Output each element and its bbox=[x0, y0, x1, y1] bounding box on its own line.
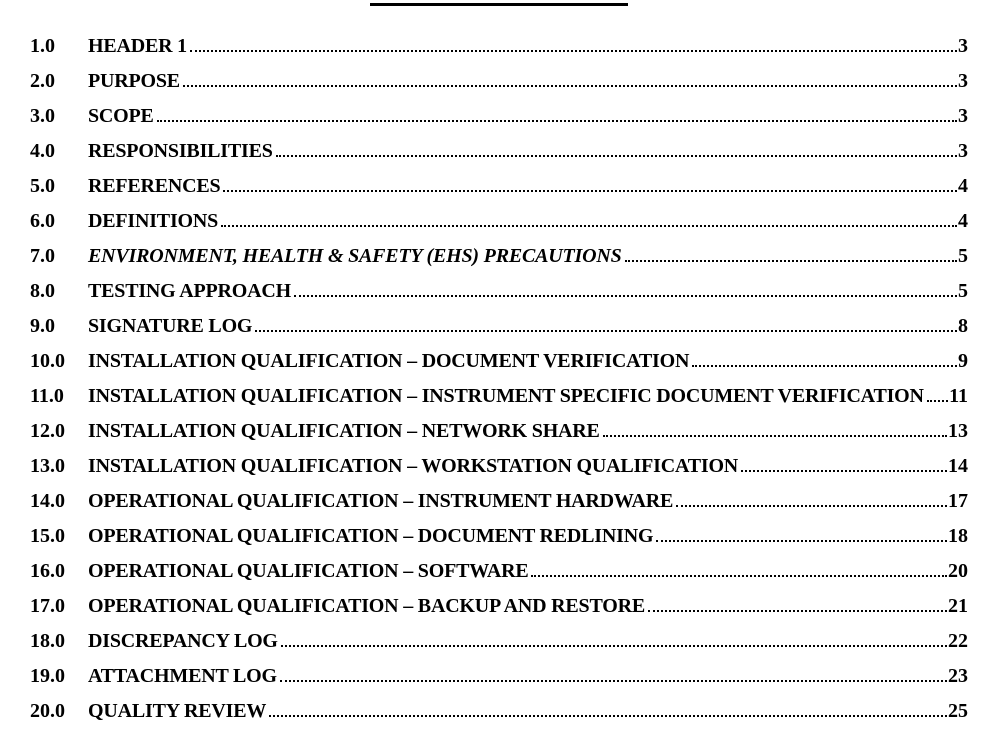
toc-entry[interactable] bbox=[30, 336, 968, 371]
toc-entry-page: 3 bbox=[958, 140, 968, 162]
toc-entry-number: 18.0 bbox=[30, 630, 65, 652]
toc-entry-page: 3 bbox=[958, 35, 968, 57]
toc-entry[interactable] bbox=[30, 56, 968, 91]
toc-entry-number: 12.0 bbox=[30, 420, 65, 442]
toc-entry[interactable] bbox=[30, 231, 968, 266]
dot-leader bbox=[221, 225, 957, 227]
toc-entry[interactable] bbox=[30, 21, 968, 56]
toc-entry-title: PURPOSE bbox=[88, 70, 180, 92]
toc-entry-title: QUALITY REVIEW bbox=[88, 700, 267, 722]
toc-entry-title: INSTALLATION QUALIFICATION – INSTRUMENT SPECIFIC DOCUMENT VERIFICATION bbox=[88, 385, 924, 407]
toc-entry-page: 3 bbox=[958, 70, 968, 92]
toc-entry-number: 17.0 bbox=[30, 595, 65, 617]
toc-entry-number: 15.0 bbox=[30, 525, 65, 547]
toc-entry-page: 5 bbox=[958, 245, 968, 267]
dot-leader bbox=[294, 295, 957, 297]
dot-leader bbox=[927, 400, 948, 402]
dot-leader bbox=[531, 575, 947, 577]
toc-entry-page: 20 bbox=[948, 560, 968, 582]
toc-entry-page: 4 bbox=[958, 175, 968, 197]
toc-entry-number: 8.0 bbox=[30, 280, 55, 302]
toc-entry-title: INSTALLATION QUALIFICATION – DOCUMENT VERIFICATION bbox=[88, 350, 690, 372]
toc-entry-number: 13.0 bbox=[30, 455, 65, 477]
toc-entry-number: 1.0 bbox=[30, 35, 55, 57]
dot-leader bbox=[656, 540, 947, 542]
toc-entry[interactable] bbox=[30, 371, 968, 406]
toc-entry-page: 21 bbox=[948, 595, 968, 617]
toc-entry-title: TESTING APPROACH bbox=[88, 280, 291, 302]
toc-entry-page: 5 bbox=[958, 280, 968, 302]
toc-entry[interactable] bbox=[30, 91, 968, 126]
toc-entry[interactable] bbox=[30, 441, 968, 476]
toc-entry-page: 3 bbox=[958, 105, 968, 127]
toc-entry[interactable] bbox=[30, 651, 968, 686]
toc-entry[interactable] bbox=[30, 546, 968, 581]
toc-entry-number: 14.0 bbox=[30, 490, 65, 512]
toc-entry-number: 5.0 bbox=[30, 175, 55, 197]
dot-leader bbox=[183, 85, 957, 87]
toc-entry-title: OPERATIONAL QUALIFICATION – BACKUP AND RESTORE bbox=[88, 595, 646, 617]
toc-entry-page: 22 bbox=[948, 630, 968, 652]
toc-entry-title: SCOPE bbox=[88, 105, 154, 127]
toc-entry-number: 19.0 bbox=[30, 665, 65, 687]
toc-entry-page: 14 bbox=[948, 455, 968, 477]
toc-entry-number: 9.0 bbox=[30, 315, 55, 337]
toc-entry-title: OPERATIONAL QUALIFICATION – SOFTWARE bbox=[88, 560, 529, 582]
dot-leader bbox=[648, 610, 947, 612]
dot-leader bbox=[280, 680, 947, 682]
toc-entry-number: 10.0 bbox=[30, 350, 65, 372]
toc-entry[interactable] bbox=[30, 161, 968, 196]
dot-leader bbox=[281, 645, 947, 647]
document-page bbox=[0, 3, 998, 735]
dot-leader bbox=[255, 330, 957, 332]
toc-entry-number: 16.0 bbox=[30, 560, 65, 582]
toc-entry[interactable] bbox=[30, 126, 968, 161]
toc-entry-number: 20.0 bbox=[30, 700, 65, 722]
dot-leader bbox=[269, 715, 947, 717]
toc-entry[interactable] bbox=[30, 301, 968, 336]
toc-entry-title: OPERATIONAL QUALIFICATION – INSTRUMENT HARDWARE bbox=[88, 490, 674, 512]
dot-leader bbox=[676, 505, 947, 507]
toc-entry-page: 18 bbox=[948, 525, 968, 547]
toc-entry-title: REFERENCES bbox=[88, 175, 221, 197]
dot-leader bbox=[741, 470, 947, 472]
toc-entry-title: SIGNATURE LOG bbox=[88, 315, 253, 337]
toc-entry-number: 11.0 bbox=[30, 385, 64, 407]
toc-entry-number: 7.0 bbox=[30, 245, 55, 267]
toc-entry-title: HEADER 1 bbox=[88, 35, 187, 57]
toc-entry-title: INSTALLATION QUALIFICATION – WORKSTATION QUALIFICATION bbox=[88, 455, 739, 477]
dot-leader bbox=[603, 435, 947, 437]
toc-entry-number: 2.0 bbox=[30, 70, 55, 92]
toc-entry-title: ENVIRONMENT, HEALTH & SAFETY (EHS) PRECAUTIONS bbox=[88, 245, 622, 267]
toc-entry-page: 25 bbox=[948, 700, 968, 722]
toc-entry-page: 13 bbox=[948, 420, 968, 442]
toc-entry-page: 11 bbox=[949, 385, 968, 407]
toc-entry-title: INSTALLATION QUALIFICATION – NETWORK SHARE bbox=[88, 420, 600, 442]
toc-entry-number: 4.0 bbox=[30, 140, 55, 162]
toc-entry[interactable] bbox=[30, 616, 968, 651]
toc-entry[interactable] bbox=[30, 511, 968, 546]
toc-entry-title: RESPONSIBILITIES bbox=[88, 140, 273, 162]
toc-entry-title: ATTACHMENT LOG bbox=[88, 665, 277, 687]
toc-entry-page: 9 bbox=[958, 350, 968, 372]
dot-leader bbox=[276, 155, 957, 157]
toc-entry-page: 8 bbox=[958, 315, 968, 337]
toc-entry-page: 17 bbox=[948, 490, 968, 512]
dot-leader bbox=[157, 120, 957, 122]
dot-leader bbox=[190, 50, 957, 52]
toc-entry-page: 4 bbox=[958, 210, 968, 232]
toc-entry[interactable] bbox=[30, 476, 968, 511]
toc-entry[interactable] bbox=[30, 581, 968, 616]
toc-entry-number: 3.0 bbox=[30, 105, 55, 127]
dot-leader bbox=[692, 365, 957, 367]
toc-entry[interactable] bbox=[30, 686, 968, 721]
dot-leader bbox=[625, 260, 957, 262]
toc-entry[interactable] bbox=[30, 196, 968, 231]
toc-entry-title: DISCREPANCY LOG bbox=[88, 630, 278, 652]
toc-entry-page: 23 bbox=[948, 665, 968, 687]
toc-entry[interactable] bbox=[30, 266, 968, 301]
toc-entry-number: 6.0 bbox=[30, 210, 55, 232]
dot-leader bbox=[223, 190, 957, 192]
toc-entry-title: OPERATIONAL QUALIFICATION – DOCUMENT REDLINING bbox=[88, 525, 654, 547]
toc-entry[interactable] bbox=[30, 406, 968, 441]
toc-list bbox=[0, 6, 998, 721]
toc-entry-title: DEFINITIONS bbox=[88, 210, 219, 232]
